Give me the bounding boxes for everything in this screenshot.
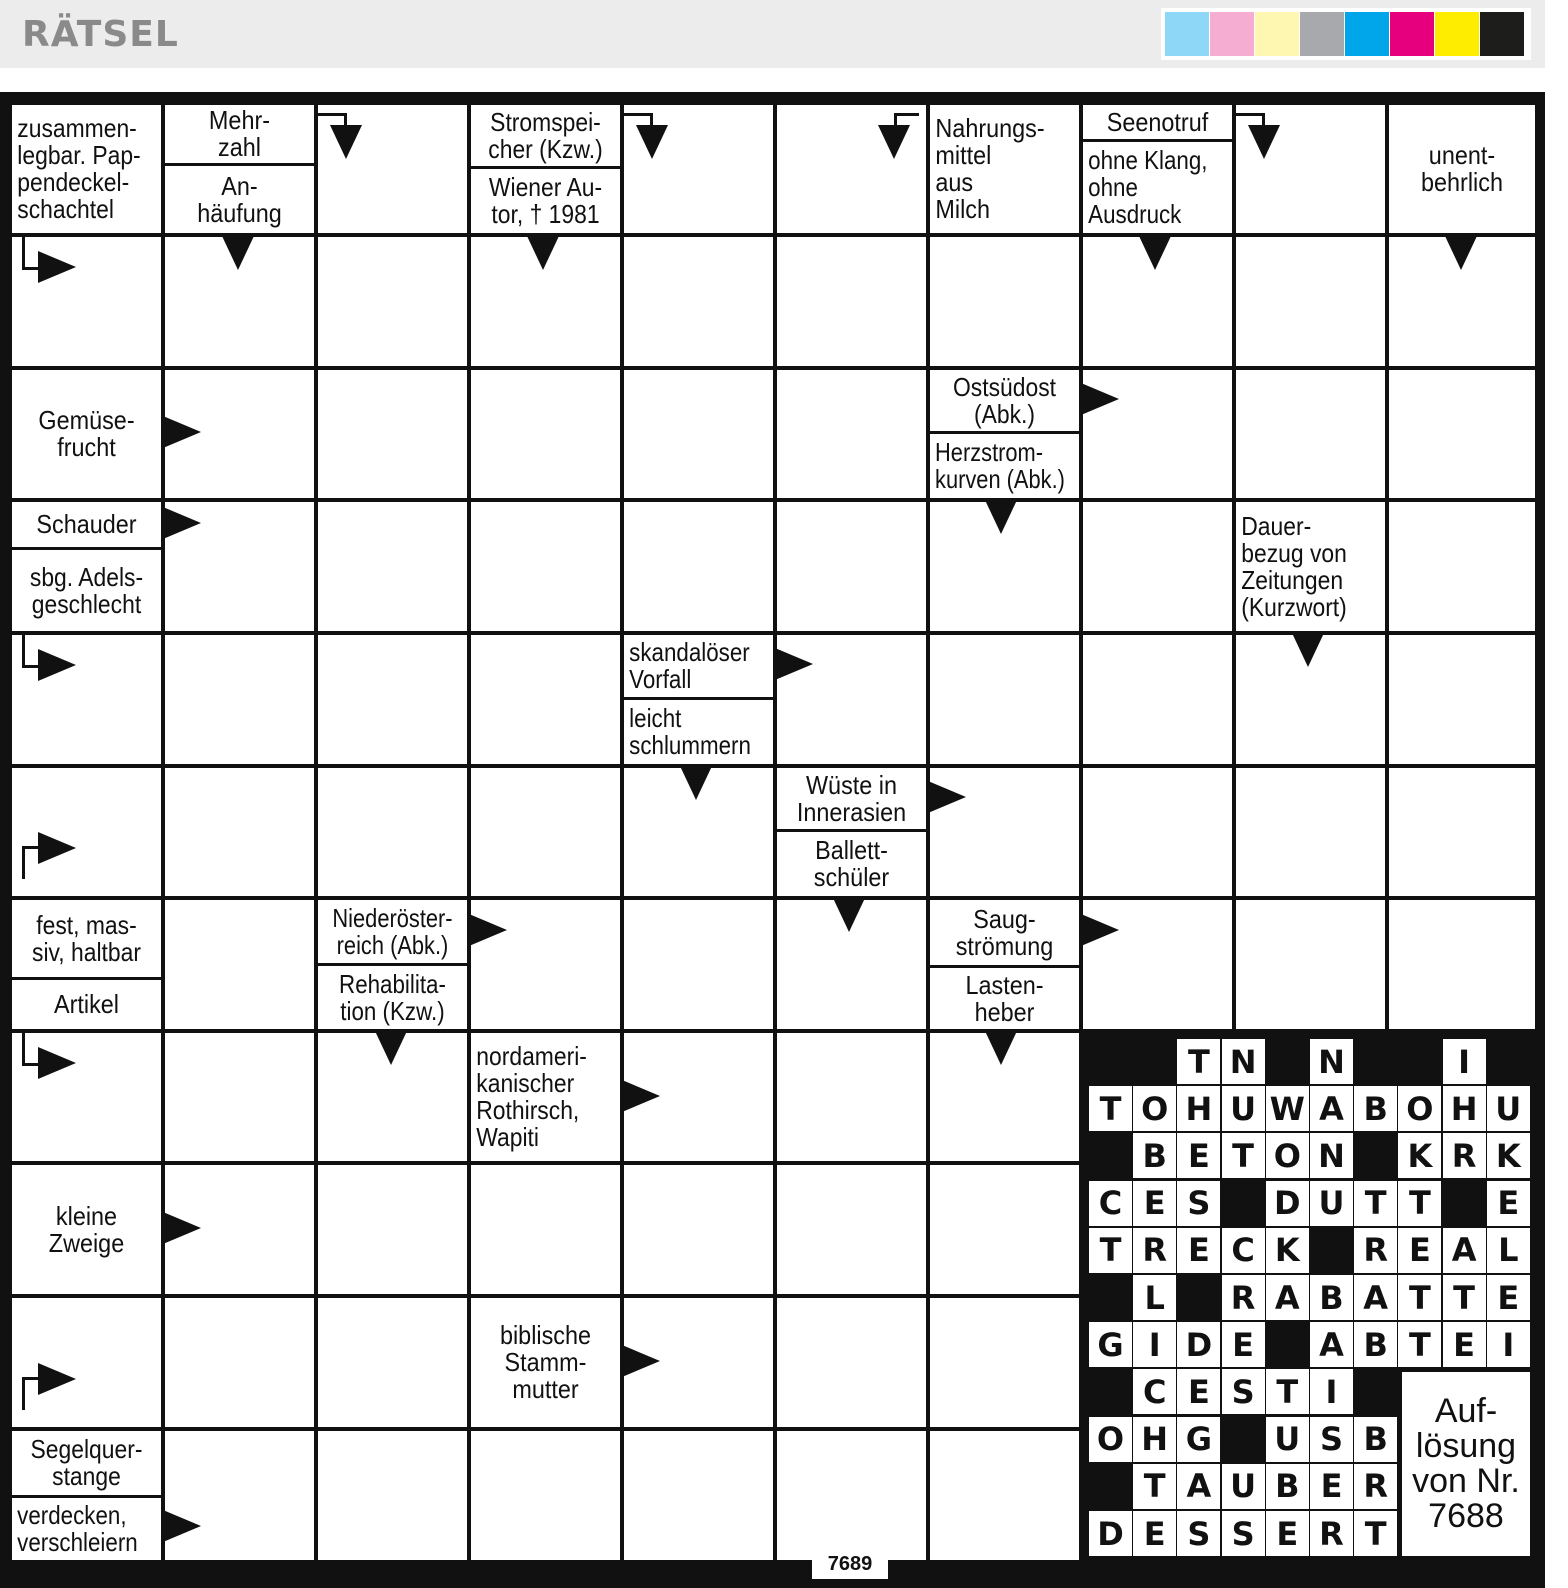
- solution-letter: G: [1177, 1417, 1220, 1462]
- solution-letter: E: [1133, 1511, 1176, 1556]
- grid-cell[interactable]: [777, 1033, 926, 1161]
- solution-letter: E: [1310, 1464, 1353, 1509]
- solution-letter: B: [1133, 1133, 1176, 1178]
- solution-letter: R: [1310, 1511, 1353, 1556]
- solution-letter: T: [1133, 1464, 1176, 1509]
- solution-letter: A: [1443, 1228, 1486, 1273]
- grid-cell[interactable]: [930, 1165, 1079, 1294]
- arrow-down-icon: [636, 125, 668, 159]
- solution-letter: S: [1177, 1181, 1220, 1226]
- grid-cell[interactable]: [624, 1165, 773, 1294]
- solution-letter: D: [1177, 1322, 1220, 1367]
- arrow-right-icon: [775, 648, 813, 680]
- grid-cell[interactable]: [165, 1033, 314, 1161]
- arrow-down-icon: [985, 1031, 1017, 1065]
- grid-cell[interactable]: [318, 370, 467, 498]
- solution-letter: A: [1266, 1275, 1309, 1320]
- color-swatch: [1345, 12, 1389, 56]
- arrow-down-icon: [330, 125, 362, 159]
- grid-cell[interactable]: [318, 1298, 467, 1427]
- color-swatch: [1390, 12, 1434, 56]
- grid-cell[interactable]: [1236, 768, 1385, 896]
- grid-cell[interactable]: [1236, 237, 1385, 366]
- arrow-right-icon: [163, 416, 201, 448]
- solution-letter: E: [1177, 1369, 1220, 1414]
- solution-letter: T: [1177, 1039, 1220, 1084]
- solution-letter: B: [1354, 1086, 1397, 1131]
- grid-cell[interactable]: [471, 635, 620, 764]
- grid-cell[interactable]: [930, 1431, 1079, 1560]
- solution-letter: K: [1487, 1133, 1530, 1178]
- solution-letter: R: [1354, 1228, 1397, 1273]
- clue-ohne-klang: ohne Klang, ohne Ausdruck: [1088, 145, 1208, 229]
- clue-wueste: Wüste in Innerasien: [796, 769, 907, 827]
- arrow-down-icon: [1139, 236, 1171, 270]
- solution-letter: U: [1222, 1086, 1265, 1131]
- clue-mehrzahl: Mehr- zahl: [208, 105, 271, 162]
- solution-letter: B: [1354, 1322, 1397, 1367]
- solution-letter: E: [1266, 1511, 1309, 1556]
- solution-letter: I: [1310, 1369, 1353, 1414]
- arrow-right-icon: [1081, 383, 1119, 415]
- solution-letter: T: [1443, 1275, 1486, 1320]
- arrow-right-icon: [38, 1047, 76, 1079]
- arrow-right-icon: [38, 832, 76, 864]
- solution-letter: G: [1089, 1322, 1132, 1367]
- solution-letter: A: [1177, 1464, 1220, 1509]
- clue-seenotruf: Seenotruf: [1106, 106, 1209, 137]
- solution-letter: E: [1487, 1275, 1530, 1320]
- arrow-right-icon: [469, 914, 507, 946]
- solution-letter: S: [1310, 1417, 1353, 1462]
- solution-letter: O: [1133, 1086, 1176, 1131]
- solution-label: Auf- lösung von Nr. 7688: [1402, 1372, 1530, 1556]
- grid-cell[interactable]: [318, 502, 467, 631]
- arrow-right-icon: [928, 781, 966, 813]
- clue-dauerbezug: Dauer- bezug von Zeitungen (Kurzwort): [1241, 510, 1347, 622]
- clue-ballett: Ballett- schüler: [813, 835, 890, 892]
- clue-artikel: Artikel: [53, 989, 120, 1019]
- clue-wiener-autor: Wiener Au- tor, † 1981: [488, 172, 603, 229]
- arrow-down-icon: [833, 898, 865, 932]
- grid-cell[interactable]: [471, 502, 620, 631]
- clue-verdecken: verdecken, verschleiern: [17, 1500, 138, 1557]
- solution-letter: S: [1177, 1511, 1220, 1556]
- solution-letter: N: [1310, 1133, 1353, 1178]
- grid-cell[interactable]: [471, 1431, 620, 1560]
- clue-segelquerstange: Segelquer- stange: [30, 1434, 143, 1491]
- solution-letter: R: [1354, 1464, 1397, 1509]
- color-swatch: [1210, 12, 1254, 56]
- solution-letter: T: [1398, 1181, 1441, 1226]
- grid-cell[interactable]: [777, 237, 926, 366]
- grid-cell[interactable]: [318, 1165, 467, 1294]
- grid-cell[interactable]: [318, 237, 467, 366]
- clue-anhaeufung: An- häufung: [197, 170, 282, 228]
- solution-letter: U: [1266, 1417, 1309, 1462]
- grid-cell[interactable]: [777, 370, 926, 498]
- grid-cell[interactable]: [165, 635, 314, 764]
- grid-cell[interactable]: [1389, 635, 1535, 764]
- clue-gemuesefrucht: Gemüse- frucht: [38, 405, 135, 462]
- solution-letter: S: [1222, 1369, 1265, 1414]
- clue-stromspeicher: Stromspei- cher (Kzw.): [488, 106, 603, 164]
- color-swatch: [1255, 12, 1299, 56]
- grid-cell[interactable]: [624, 370, 773, 498]
- solution-letter: N: [1310, 1039, 1353, 1084]
- grid-cell[interactable]: [471, 1165, 620, 1294]
- grid-cell[interactable]: [624, 502, 773, 631]
- solution-letter: I: [1443, 1039, 1486, 1084]
- solution-letter: T: [1089, 1086, 1132, 1131]
- solution-letter: E: [1443, 1322, 1486, 1367]
- solution-letter: C: [1133, 1369, 1176, 1414]
- solution-letter: A: [1310, 1086, 1353, 1131]
- solution-letter: S: [1222, 1511, 1265, 1556]
- solution-letter: B: [1310, 1275, 1353, 1320]
- grid-cell[interactable]: [1389, 370, 1535, 498]
- solution-letter: H: [1443, 1086, 1486, 1131]
- solution-letter: T: [1354, 1511, 1397, 1556]
- solution-letter: H: [1133, 1417, 1176, 1462]
- grid-cell[interactable]: [1236, 370, 1385, 498]
- solution-letter: O: [1089, 1417, 1132, 1462]
- grid-cell[interactable]: [1083, 768, 1232, 896]
- solution-letter: R: [1222, 1275, 1265, 1320]
- grid-cell[interactable]: [777, 1431, 926, 1560]
- arrow-right-icon: [38, 1363, 76, 1395]
- solution-letter: T: [1089, 1228, 1132, 1273]
- clue-unentbehrlich: unent- behrlich: [1421, 140, 1503, 197]
- clue-skandaloeser: skandalöser Vorfall: [629, 637, 750, 694]
- solution-letter: C: [1222, 1228, 1265, 1273]
- solution-letter: I: [1487, 1322, 1530, 1367]
- arrow-right-icon: [622, 1345, 660, 1377]
- arrow-down-icon: [878, 125, 910, 159]
- clue-rehabilitation: Rehabilita- tion (Kzw.): [339, 968, 446, 1026]
- solution-letter: L: [1133, 1275, 1176, 1320]
- grid-cell[interactable]: [318, 768, 467, 896]
- color-swatch: [1435, 12, 1479, 56]
- solution-letter: R: [1133, 1228, 1176, 1273]
- arrow-down-icon: [527, 236, 559, 270]
- solution-letter: I: [1133, 1322, 1176, 1367]
- solution-letter: E: [1177, 1133, 1220, 1178]
- solution-letter: E: [1487, 1181, 1530, 1226]
- arrow-right-icon: [163, 1212, 201, 1244]
- color-swatch: [1165, 12, 1209, 56]
- grid-cell[interactable]: [318, 635, 467, 764]
- grid-cell[interactable]: [1389, 768, 1535, 896]
- solution-letter: O: [1398, 1086, 1441, 1131]
- clue-biblische: biblische Stamm- mutter: [499, 1320, 592, 1404]
- clue-ostsuedost: Ostsüdost (Abk.): [952, 371, 1057, 429]
- grid-cell[interactable]: [777, 502, 926, 631]
- solution-letter: U: [1487, 1086, 1530, 1131]
- page-title: RÄTSEL: [22, 14, 179, 55]
- solution-letter: T: [1398, 1275, 1441, 1320]
- arrow-down-icon: [375, 1031, 407, 1065]
- solution-letter: T: [1266, 1369, 1309, 1414]
- solution-letter: A: [1354, 1275, 1397, 1320]
- grid-cell[interactable]: [165, 900, 314, 1029]
- grid-cell[interactable]: [624, 1431, 773, 1560]
- solution-letter: A: [1310, 1322, 1353, 1367]
- clue-herzstromkurven: Herzstrom- kurven (Abk.): [935, 437, 1065, 494]
- solution-letter: B: [1266, 1464, 1309, 1509]
- arrow-right-icon: [622, 1080, 660, 1112]
- grid-cell[interactable]: [777, 1298, 926, 1427]
- arrow-down-icon: [1292, 633, 1324, 667]
- solution-letter: K: [1398, 1133, 1441, 1178]
- arrow-right-icon: [1081, 914, 1119, 946]
- arrow-down-icon: [222, 236, 254, 270]
- grid-cell[interactable]: [624, 900, 773, 1029]
- solution-letter: W: [1266, 1086, 1309, 1131]
- grid-cell[interactable]: [930, 635, 1079, 764]
- grid-cell[interactable]: [624, 237, 773, 366]
- color-swatch: [1480, 12, 1524, 56]
- clue-nordamerikanisch: nordameri- kanischer Rothirsch, Wapiti: [476, 1041, 587, 1152]
- grid-cell[interactable]: [165, 768, 314, 896]
- solution-letter: U: [1310, 1181, 1353, 1226]
- solution-letter: H: [1177, 1086, 1220, 1131]
- solution-letter: N: [1222, 1039, 1265, 1084]
- grid-cell[interactable]: [471, 768, 620, 896]
- page-header: [0, 0, 1545, 68]
- grid-cell[interactable]: [1389, 900, 1535, 1029]
- solution-letter: E: [1133, 1181, 1176, 1226]
- clue-kleine-zweige: kleine Zweige: [48, 1200, 125, 1258]
- clue-saugstroemung: Saug- strömung: [955, 903, 1054, 961]
- grid-cell[interactable]: [1236, 900, 1385, 1029]
- grid-cell[interactable]: [1083, 635, 1232, 764]
- arrow-down-icon: [680, 766, 712, 800]
- solution-letter: T: [1354, 1181, 1397, 1226]
- solution-letter: C: [1089, 1181, 1132, 1226]
- grid-cell[interactable]: [930, 1298, 1079, 1427]
- arrow-down-icon: [1445, 236, 1477, 270]
- puzzle-number: 7689: [812, 1549, 888, 1579]
- solution-letter: E: [1177, 1228, 1220, 1273]
- clue-lastenheber: Lasten- heber: [965, 969, 1044, 1027]
- solution-letter: E: [1398, 1228, 1441, 1273]
- solution-letter: R: [1443, 1133, 1486, 1178]
- arrow-down-icon: [985, 500, 1017, 534]
- solution-letter: K: [1266, 1228, 1309, 1273]
- print-color-bar: [1161, 8, 1531, 60]
- solution-letter: D: [1089, 1511, 1132, 1556]
- clue-niederoesterreich: Niederöster- reich (Abk.): [332, 902, 453, 960]
- grid-cell[interactable]: [930, 237, 1079, 366]
- solution-letter: L: [1487, 1228, 1530, 1273]
- clue-fest: fest, mas- siv, haltbar: [32, 909, 141, 967]
- color-swatch: [1300, 12, 1344, 56]
- arrow-right-icon: [38, 649, 76, 681]
- solution-letter: B: [1354, 1417, 1397, 1462]
- clue-schauder: Schauder: [36, 509, 137, 539]
- grid-cell[interactable]: [1389, 502, 1535, 631]
- solution-letter: U: [1222, 1464, 1265, 1509]
- grid-cell[interactable]: [1083, 502, 1232, 631]
- solution-letter: T: [1398, 1322, 1441, 1367]
- solution-letter: E: [1222, 1322, 1265, 1367]
- solution-letter: D: [1266, 1181, 1309, 1226]
- grid-cell[interactable]: [318, 1431, 467, 1560]
- solution-letter: O: [1266, 1133, 1309, 1178]
- clue-nahrungsmittel: Nahrungs- mittel aus Milch: [935, 113, 1045, 224]
- clue-leicht: leicht schlummern: [629, 703, 751, 760]
- clue-sbg-adel: sbg. Adels- geschlecht: [29, 561, 144, 619]
- arrow-right-icon: [38, 251, 76, 283]
- arrow-down-icon: [1248, 125, 1280, 159]
- arrow-right-icon: [163, 507, 201, 539]
- grid-cell[interactable]: [777, 1165, 926, 1294]
- clue-zusammenlegbar: zusammen- legbar. Pap- pendeckel- schachtel: [17, 113, 141, 224]
- grid-cell[interactable]: [471, 370, 620, 498]
- grid-cell[interactable]: [165, 1298, 314, 1427]
- solution-letter: T: [1222, 1133, 1265, 1178]
- arrow-right-icon: [163, 1510, 201, 1542]
